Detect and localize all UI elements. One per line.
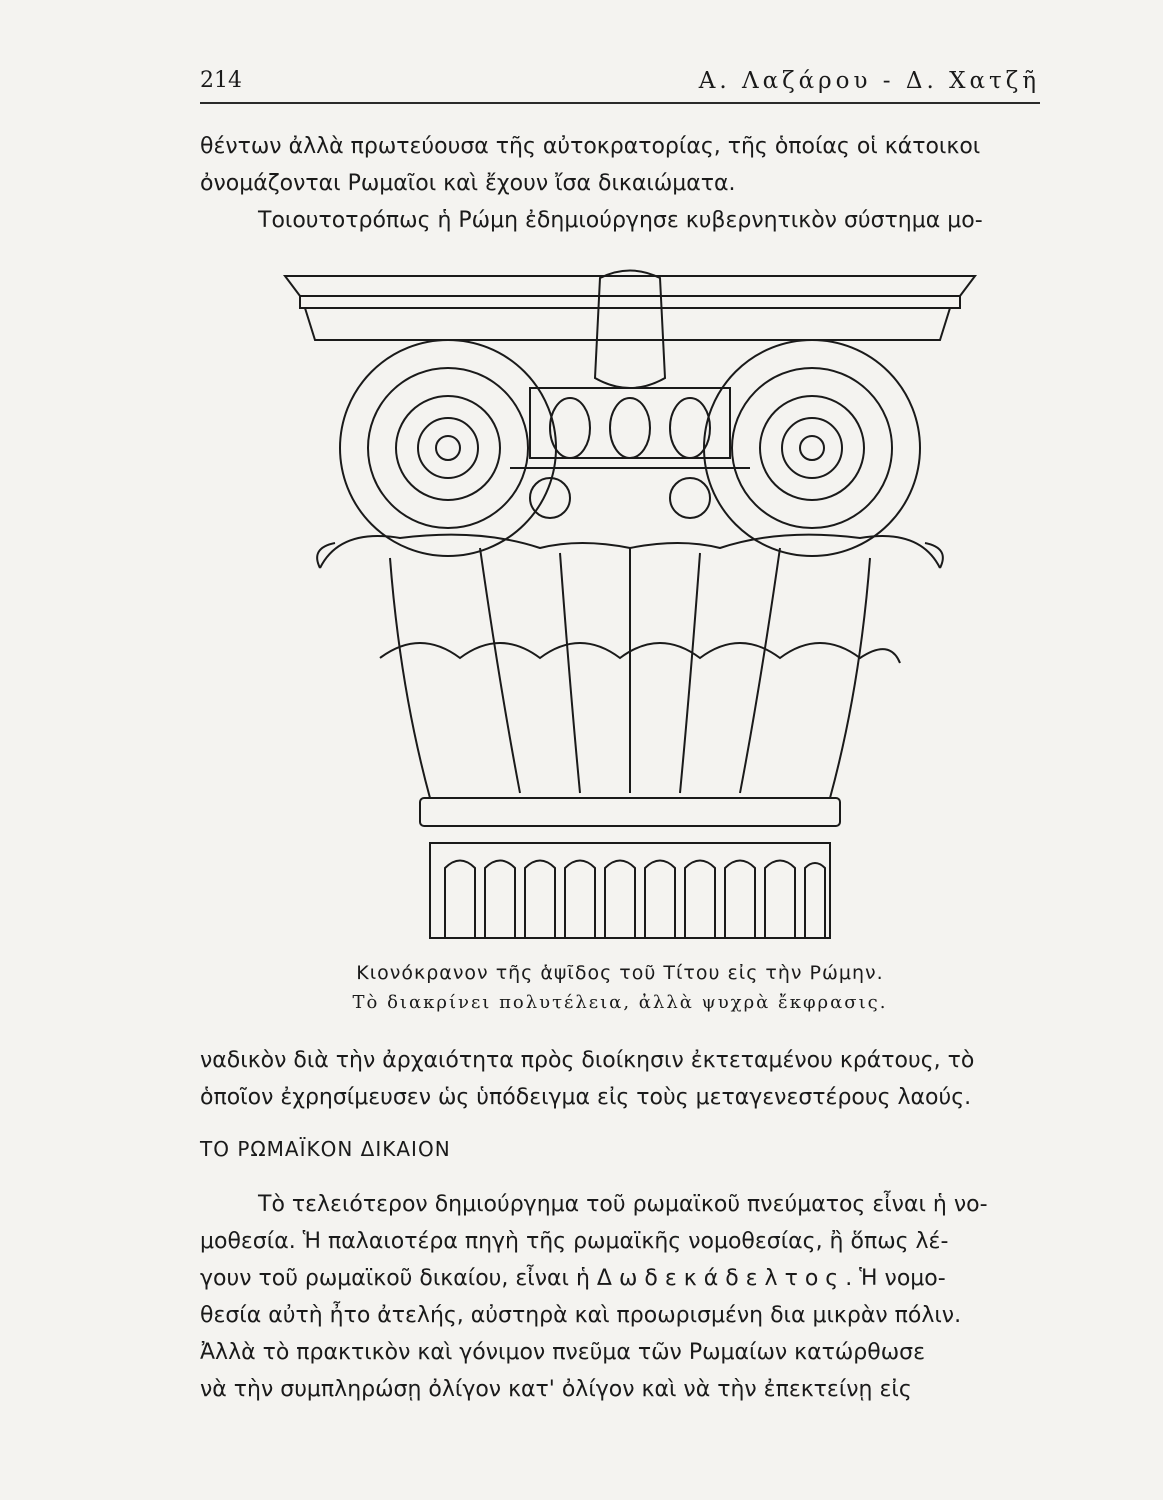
figure-caption-line-1: Κιονόκρανον τῆς ἁψῖδος τοῦ Τίτου εἰς τὴν Ρώμην.: [356, 962, 884, 984]
text-line: ναδικὸν διὰ τὴν ἀρχαιότητα πρὸς διοίκησιν ἐκτεταμένου κράτους, τὸ: [200, 1048, 975, 1073]
text-segment: γουν τοῦ ρωμαϊκοῦ δικαίου, εἶναι ἡ: [200, 1266, 590, 1291]
figure-caption-line-2: Τὸ διακρίνει πολυτέλεια, ἀλλὰ ψυχρὰ ἔκφρασις.: [352, 992, 888, 1013]
paragraph-section: [200, 1186, 1040, 1408]
text-line: ὀνομάζονται Ρωμαῖοι καὶ ἔχουν ἴσα δικαιώματα.: [200, 171, 736, 196]
section-heading: ΤΟ ΡΩΜΑΪΚΟΝ ΔΙΚΑΙΟΝ: [200, 1137, 451, 1161]
text-line: μοθεσία. Ἡ παλαιοτέρα πηγὴ τῆς ρωμαϊκῆς νομοθεσίας, ἢ ὅπως λέ-: [200, 1229, 949, 1254]
text-line: θεσία αὐτὴ ἦτο ἀτελής, αὐστηρὰ καὶ προωρισμένη δια μικρὰν πόλιν.: [200, 1303, 962, 1328]
emphasized-term: Δωδεκάδελτος: [596, 1266, 846, 1291]
page-header: [200, 66, 1040, 104]
text-line: Τοιουτοτρόπως ἡ Ρώμη ἐδημιούργησε κυβερνητικὸν σύστημα μο-: [258, 208, 983, 233]
text-line: θέντων ἀλλὰ πρωτεύουσα τῆς αὐτοκρατορίας, τῆς ὁποίας οἱ κάτοικοι: [200, 134, 981, 159]
paragraph-top: [200, 128, 1040, 239]
text-line: Ἀλλὰ τὸ πρακτικὸν καὶ γόνιμον πνεῦμα τῶν Ρωμαίων κατώρθωσε: [200, 1340, 925, 1365]
running-head: Α. Λαζάρου - Δ. Χατζῆ: [698, 68, 1040, 94]
page-number: 214: [200, 68, 242, 93]
text-segment: . Ἡ νομο-: [845, 1266, 946, 1291]
paragraph-middle: [200, 1042, 1040, 1116]
text-line: ὁποῖον ἐχρησίμευσεν ὡς ὑπόδειγμα εἰς τοὺς μεταγενεστέρους λαούς.: [200, 1085, 972, 1110]
corinthian-capital-illustration: [280, 268, 980, 948]
text-line: [200, 1260, 1040, 1297]
text-line: νὰ τὴν συμπληρώσῃ ὀλίγον κατ' ὀλίγον καὶ νὰ τὴν ἐπεκτείνῃ εἰς: [200, 1377, 912, 1402]
text-line: Τὸ τελειότερον δημιούργημα τοῦ ρωμαϊκοῦ πνεύματος εἶναι ἡ νο-: [258, 1192, 988, 1217]
